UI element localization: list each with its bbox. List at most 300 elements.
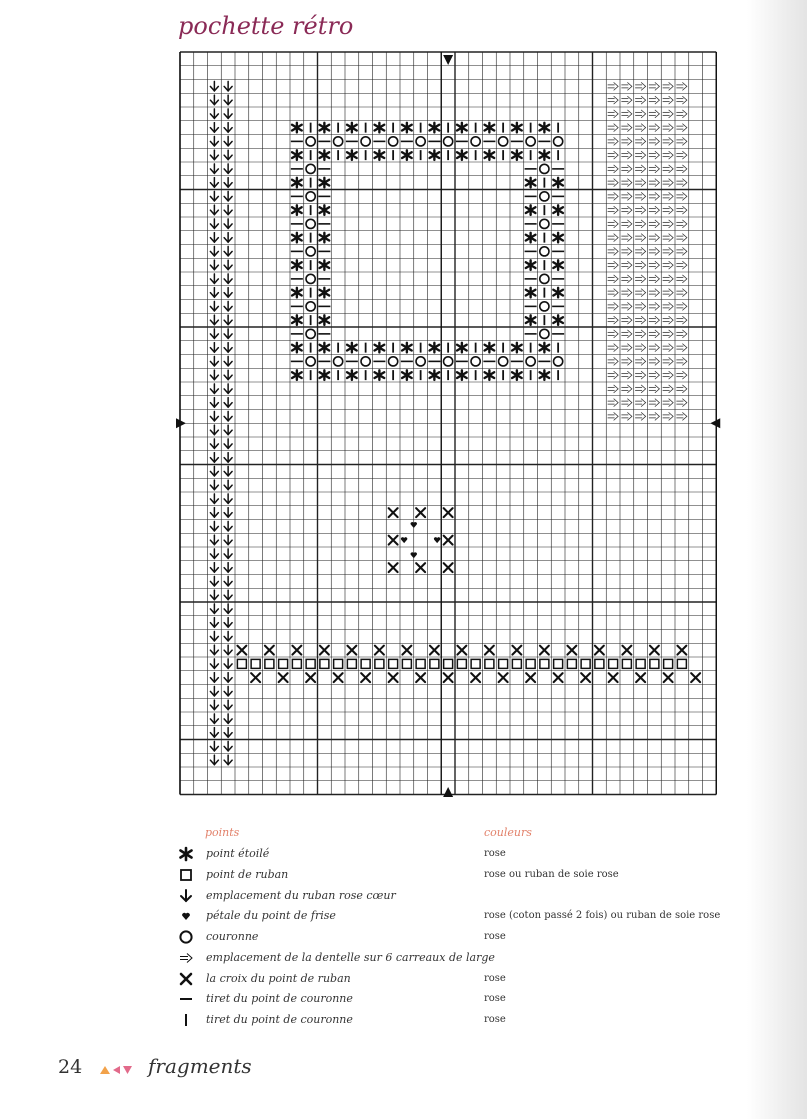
star-stitch <box>320 260 330 270</box>
lace-arrow-right <box>621 110 632 118</box>
ribbon-square-stitch <box>512 659 521 668</box>
ribbon-arrow-down <box>210 288 218 298</box>
lace-arrow-right <box>635 151 646 159</box>
lace-arrow-right <box>663 289 674 297</box>
lace-arrow-right <box>608 371 619 379</box>
ribbon-square-stitch <box>677 659 686 668</box>
star-stitch <box>553 233 563 243</box>
lace-arrow-right <box>676 234 687 242</box>
lace-arrow-right <box>608 302 619 310</box>
crown-stitch <box>540 192 549 201</box>
crown-stitch <box>471 357 480 366</box>
lace-arrow-right <box>663 137 674 145</box>
ribbon-arrow-down <box>210 219 218 229</box>
cross-stitch <box>444 673 453 682</box>
crown-stitch <box>471 137 480 146</box>
lace-arrow-right <box>621 371 632 379</box>
cross-stitch <box>650 646 659 655</box>
lace-arrow-right <box>663 220 674 228</box>
ribbon-arrow-down <box>224 191 232 201</box>
ribbon-arrow-down <box>210 494 218 504</box>
lace-arrow-right <box>676 220 687 228</box>
cross-stitch <box>389 508 398 517</box>
lace-arrow-right <box>676 316 687 324</box>
cross-stitch <box>622 646 631 655</box>
lace-arrow-right <box>608 412 619 420</box>
lace-arrow-right <box>663 330 674 338</box>
lace-arrow-right <box>663 151 674 159</box>
star-stitch <box>512 370 522 380</box>
lace-arrow-right <box>635 261 646 269</box>
lace-arrow-right <box>635 110 646 118</box>
lace-arrow-right <box>621 165 632 173</box>
crown-stitch <box>361 137 370 146</box>
lace-arrow-right <box>621 344 632 352</box>
ribbon-arrow-down <box>224 631 232 641</box>
ribbon-arrow-down <box>210 741 218 751</box>
lace-arrow-right <box>649 220 660 228</box>
crown-stitch <box>499 137 508 146</box>
star-stitch <box>540 123 550 133</box>
center-markers <box>176 55 720 797</box>
star-stitch <box>457 123 467 133</box>
cross-stitch <box>691 673 700 682</box>
ribbon-square-stitch <box>361 659 370 668</box>
star-stitch <box>320 123 330 133</box>
lace-arrow-right <box>649 385 660 393</box>
lace-arrow-right <box>676 82 687 90</box>
cross-stitch <box>251 673 260 682</box>
lace-arrow-right <box>676 179 687 187</box>
star-stitch <box>485 343 495 353</box>
lace-arrow-right <box>621 192 632 200</box>
lace-arrow-right <box>608 344 619 352</box>
lace-arrow-right <box>676 96 687 104</box>
ribbon-arrow-down <box>210 123 218 133</box>
crown-stitch <box>540 329 549 338</box>
crown-stitch <box>306 247 315 256</box>
lace-arrow-right <box>635 344 646 352</box>
legend-row-dentelle <box>174 948 774 968</box>
cross-stitch <box>375 646 384 655</box>
arrow-right-outline-icon <box>178 950 194 966</box>
star-stitch <box>292 370 302 380</box>
star-stitch <box>375 370 385 380</box>
lace-arrow-right <box>635 96 646 104</box>
lace-arrow-right <box>635 371 646 379</box>
ribbon-arrow-down <box>210 260 218 270</box>
lace-arrow-right <box>621 206 632 214</box>
star-stitch <box>553 315 563 325</box>
lace-arrow-right <box>635 399 646 407</box>
ribbon-square-stitch <box>664 659 673 668</box>
star-stitch <box>320 288 330 298</box>
ribbon-arrow-down <box>210 411 218 421</box>
lace-arrow-right <box>635 165 646 173</box>
ribbon-arrow-down <box>210 315 218 325</box>
star-stitch <box>292 178 302 188</box>
ribbon-arrow-down <box>224 700 232 710</box>
ribbon-arrow-down <box>224 494 232 504</box>
crown-stitch <box>499 357 508 366</box>
ribbon-arrow-down <box>224 95 232 105</box>
crown-stitch <box>334 137 343 146</box>
legend-row-point-de-ruban <box>174 865 774 885</box>
cross-stitch <box>237 646 246 655</box>
crown-stitch <box>416 137 425 146</box>
center-arrow-bottom-icon <box>443 787 453 797</box>
lace-arrow-right <box>663 412 674 420</box>
lace-arrow-right <box>649 330 660 338</box>
cross-stitch <box>567 646 576 655</box>
ribbon-arrow-down <box>210 549 218 559</box>
legend-row-tiret-vertical <box>174 1010 774 1030</box>
ribbon-arrow-down <box>210 398 218 408</box>
ribbon-arrow-down <box>210 508 218 518</box>
ribbon-arrow-down <box>224 521 232 531</box>
lace-arrow-right <box>663 385 674 393</box>
lace-arrow-right <box>621 137 632 145</box>
legend-color: rose <box>484 973 506 984</box>
star-stitch <box>402 150 412 160</box>
ribbon-square-stitch <box>471 659 480 668</box>
ribbon-arrow-down <box>210 659 218 669</box>
legend-label: la croix du point de ruban <box>206 972 351 985</box>
lace-arrow-right <box>608 137 619 145</box>
crown-stitch <box>389 357 398 366</box>
center-arrow-top-icon <box>443 55 453 65</box>
ribbon-square-stitch <box>499 659 508 668</box>
star-stitch <box>347 150 357 160</box>
legend-label: tiret du point de couronne <box>206 1013 353 1026</box>
lace-arrow-right <box>676 261 687 269</box>
cross-stitch <box>609 673 618 682</box>
lace-arrow-right <box>649 234 660 242</box>
page-number: 24 <box>58 1056 83 1078</box>
lace-arrow-right <box>635 275 646 283</box>
cross-icon <box>178 971 194 987</box>
lace-arrow-right <box>621 302 632 310</box>
dash-icon <box>178 991 194 1007</box>
lace-arrow-right <box>635 357 646 365</box>
lace-arrow-right <box>676 330 687 338</box>
lace-arrow-right <box>676 110 687 118</box>
star-stitch <box>402 123 412 133</box>
cross-stitch <box>402 646 411 655</box>
lace-arrow-right <box>663 357 674 365</box>
ribbon-arrow-down <box>210 329 218 339</box>
legend-label: pétale du point de frise <box>206 909 336 922</box>
lace-arrow-right <box>649 110 660 118</box>
lace-arrow-right <box>676 192 687 200</box>
lace-arrow-right <box>621 179 632 187</box>
ribbon-arrow-down <box>224 329 232 339</box>
legend-color: rose <box>484 1014 506 1025</box>
lace-arrow-right <box>663 96 674 104</box>
lace-arrow-right <box>649 316 660 324</box>
ribbon-square-stitch <box>265 659 274 668</box>
ribbon-arrow-down <box>224 164 232 174</box>
lace-arrow-right <box>635 385 646 393</box>
cross-stitch <box>416 673 425 682</box>
petal-heart-stitch <box>401 537 407 543</box>
crown-stitch <box>389 137 398 146</box>
crown-stitch <box>540 247 549 256</box>
lace-arrow-right <box>635 330 646 338</box>
ribbon-arrow-down <box>210 728 218 738</box>
lace-arrow-right <box>663 82 674 90</box>
lace-arrow-right <box>635 179 646 187</box>
lace-arrow-right <box>676 357 687 365</box>
ribbon-square-stitch <box>430 659 439 668</box>
grid-lines <box>180 52 716 795</box>
ribbon-square-stitch <box>581 659 590 668</box>
ribbon-arrow-down <box>210 301 218 311</box>
ribbon-arrow-down <box>224 590 232 600</box>
cross-stitch <box>457 646 466 655</box>
lace-arrow-right <box>621 275 632 283</box>
star-stitch <box>526 178 536 188</box>
ribbon-arrow-down <box>224 728 232 738</box>
crown-stitch <box>306 329 315 338</box>
ribbon-arrow-down <box>210 673 218 683</box>
lace-arrow-right <box>635 82 646 90</box>
lace-arrow-right <box>663 371 674 379</box>
ribbon-arrow-down <box>224 741 232 751</box>
crown-stitch <box>306 274 315 283</box>
ribbon-arrow-down <box>210 164 218 174</box>
lace-arrow-right <box>608 220 619 228</box>
crown-stitch <box>361 357 370 366</box>
lace-arrow-right <box>649 275 660 283</box>
lace-arrow-right <box>608 289 619 297</box>
ribbon-square-stitch <box>567 659 576 668</box>
lace-arrow-right <box>649 179 660 187</box>
ribbon-arrow-down <box>224 136 232 146</box>
lace-arrow-right <box>608 261 619 269</box>
lace-arrow-right <box>676 344 687 352</box>
star-stitch <box>526 233 536 243</box>
ribbon-arrow-down <box>210 521 218 531</box>
ribbon-arrow-down <box>210 274 218 284</box>
ribbon-arrow-down <box>224 453 232 463</box>
ribbon-square-stitch <box>609 659 618 668</box>
star-stitch <box>485 123 495 133</box>
star-stitch <box>457 370 467 380</box>
ribbon-arrow-down <box>210 700 218 710</box>
lace-arrow-right <box>621 316 632 324</box>
cross-stitch <box>334 673 343 682</box>
star-stitch <box>320 315 330 325</box>
ribbon-arrow-down <box>210 178 218 188</box>
ribbon-arrow-down <box>210 645 218 655</box>
crown-stitch <box>526 357 535 366</box>
star-stitch <box>430 123 440 133</box>
lace-arrow-right <box>621 399 632 407</box>
lace-arrow-right <box>663 316 674 324</box>
ribbon-arrow-down <box>224 274 232 284</box>
lace-arrow-right <box>676 399 687 407</box>
ribbon-arrow-down <box>224 576 232 586</box>
star-stitch <box>402 343 412 353</box>
star-stitch <box>292 150 302 160</box>
lace-arrow-right <box>649 302 660 310</box>
crown-stitch <box>554 137 563 146</box>
ribbon-square-stitch <box>485 659 494 668</box>
lace-arrow-right <box>608 124 619 132</box>
lace-arrow-right <box>621 357 632 365</box>
star-stitch <box>430 370 440 380</box>
ribbon-arrow-down <box>224 246 232 256</box>
lace-arrow-right <box>649 124 660 132</box>
lace-arrow-right <box>663 179 674 187</box>
star-stitch <box>320 233 330 243</box>
legend-color: rose (coton passé 2 fois) ou ruban de soie rose <box>484 910 721 921</box>
legend-label: emplacement du ruban rose cœur <box>206 889 396 902</box>
ribbon-arrow-down <box>224 508 232 518</box>
ribbon-arrow-down <box>210 191 218 201</box>
crown-stitch <box>306 137 315 146</box>
ribbon-arrow-down <box>210 618 218 628</box>
ribbon-square-stitch <box>554 659 563 668</box>
ribbon-arrow-down <box>224 219 232 229</box>
lace-arrow-right <box>608 82 619 90</box>
ribbon-arrow-down <box>224 686 232 696</box>
crown-stitch <box>306 192 315 201</box>
ribbon-arrow-down <box>224 604 232 614</box>
ribbon-square-stitch <box>389 659 398 668</box>
lace-arrow-right <box>649 137 660 145</box>
cross-stitch <box>430 646 439 655</box>
lace-arrow-right <box>621 82 632 90</box>
ribbon-arrow-down <box>224 356 232 366</box>
lace-arrow-right <box>608 165 619 173</box>
lace-arrow-right <box>635 220 646 228</box>
lace-arrow-right <box>635 206 646 214</box>
lace-arrow-right <box>663 261 674 269</box>
lace-arrow-right <box>676 412 687 420</box>
star-stitch <box>526 315 536 325</box>
ribbon-square-stitch <box>279 659 288 668</box>
lace-arrow-right <box>649 412 660 420</box>
ribbon-arrow-down <box>210 370 218 380</box>
crown-stitch <box>554 357 563 366</box>
lace-arrow-right <box>663 302 674 310</box>
lace-arrow-right <box>676 165 687 173</box>
lace-arrow-right <box>676 289 687 297</box>
legend-label: tiret du point de couronne <box>206 992 353 1005</box>
lace-arrow-right <box>663 124 674 132</box>
legend-row-point-etoile <box>174 844 774 864</box>
ribbon-arrow-down <box>224 384 232 394</box>
star-stitch <box>512 123 522 133</box>
lace-arrow-right <box>621 330 632 338</box>
ribbon-arrow-down <box>210 109 218 119</box>
crown-stitch <box>444 137 453 146</box>
lace-arrow-right <box>621 124 632 132</box>
lace-arrow-right <box>649 82 660 90</box>
lace-arrow-right <box>663 110 674 118</box>
lace-arrow-right <box>676 371 687 379</box>
ribbon-square-stitch <box>306 659 315 668</box>
lace-arrow-right <box>649 371 660 379</box>
ribbon-arrow-down <box>224 714 232 724</box>
lace-arrow-right <box>676 247 687 255</box>
star-stitch <box>402 370 412 380</box>
cross-stitch <box>389 563 398 572</box>
lace-arrow-right <box>635 192 646 200</box>
lace-arrow-right <box>608 179 619 187</box>
ribbon-arrow-down <box>210 466 218 476</box>
star-stitch <box>540 370 550 380</box>
lace-arrow-right <box>621 220 632 228</box>
star-stitch <box>512 150 522 160</box>
cross-stitch <box>347 646 356 655</box>
lace-arrow-right <box>635 316 646 324</box>
lace-arrow-right <box>649 96 660 104</box>
star-stitch <box>553 260 563 270</box>
vertical-bar-icon <box>178 1012 194 1028</box>
ribbon-square-stitch <box>251 659 260 668</box>
ribbon-arrow-down <box>224 755 232 765</box>
ribbon-square-stitch <box>540 659 549 668</box>
legend-row-emplacement-ruban <box>174 886 774 906</box>
ribbon-square-stitch <box>622 659 631 668</box>
crown-stitch <box>306 302 315 311</box>
lace-arrow-right <box>608 330 619 338</box>
lace-arrow-right <box>676 385 687 393</box>
cross-stitch <box>512 646 521 655</box>
star-stitch <box>553 205 563 215</box>
lace-arrow-right <box>621 385 632 393</box>
star-stitch <box>292 123 302 133</box>
ribbon-arrow-down <box>210 480 218 490</box>
ribbon-arrow-down <box>210 535 218 545</box>
lace-arrow-right <box>663 192 674 200</box>
lace-arrow-right <box>621 412 632 420</box>
cross-stitch <box>444 536 453 545</box>
legend-points-header: points <box>205 826 240 839</box>
ribbon-arrow-down <box>224 618 232 628</box>
lace-arrow-right <box>676 206 687 214</box>
cross-stitch <box>306 673 315 682</box>
star-stitch <box>457 343 467 353</box>
ribbon-arrow-down <box>224 109 232 119</box>
ribbon-arrow-down <box>210 576 218 586</box>
cross-stitch <box>471 673 480 682</box>
ribbon-arrow-down <box>210 439 218 449</box>
ribbon-arrow-down <box>224 81 232 91</box>
ribbon-arrow-down <box>210 604 218 614</box>
ribbon-square-stitch <box>650 659 659 668</box>
star-stitch <box>320 343 330 353</box>
star-stitch <box>512 343 522 353</box>
ribbon-arrow-down <box>210 590 218 600</box>
star-stitch <box>320 205 330 215</box>
ribbon-arrow-down <box>224 315 232 325</box>
ribbon-square-stitch <box>375 659 384 668</box>
lace-arrow-right <box>608 357 619 365</box>
lace-arrow-right <box>608 206 619 214</box>
ribbon-arrow-down <box>210 631 218 641</box>
lace-arrow-right <box>663 234 674 242</box>
cross-stitch <box>416 563 425 572</box>
center-arrow-right-icon <box>710 418 720 428</box>
lace-arrow-right <box>608 234 619 242</box>
lace-arrow-right <box>608 385 619 393</box>
cross-stitch <box>554 673 563 682</box>
legend-row-croix <box>174 969 774 989</box>
